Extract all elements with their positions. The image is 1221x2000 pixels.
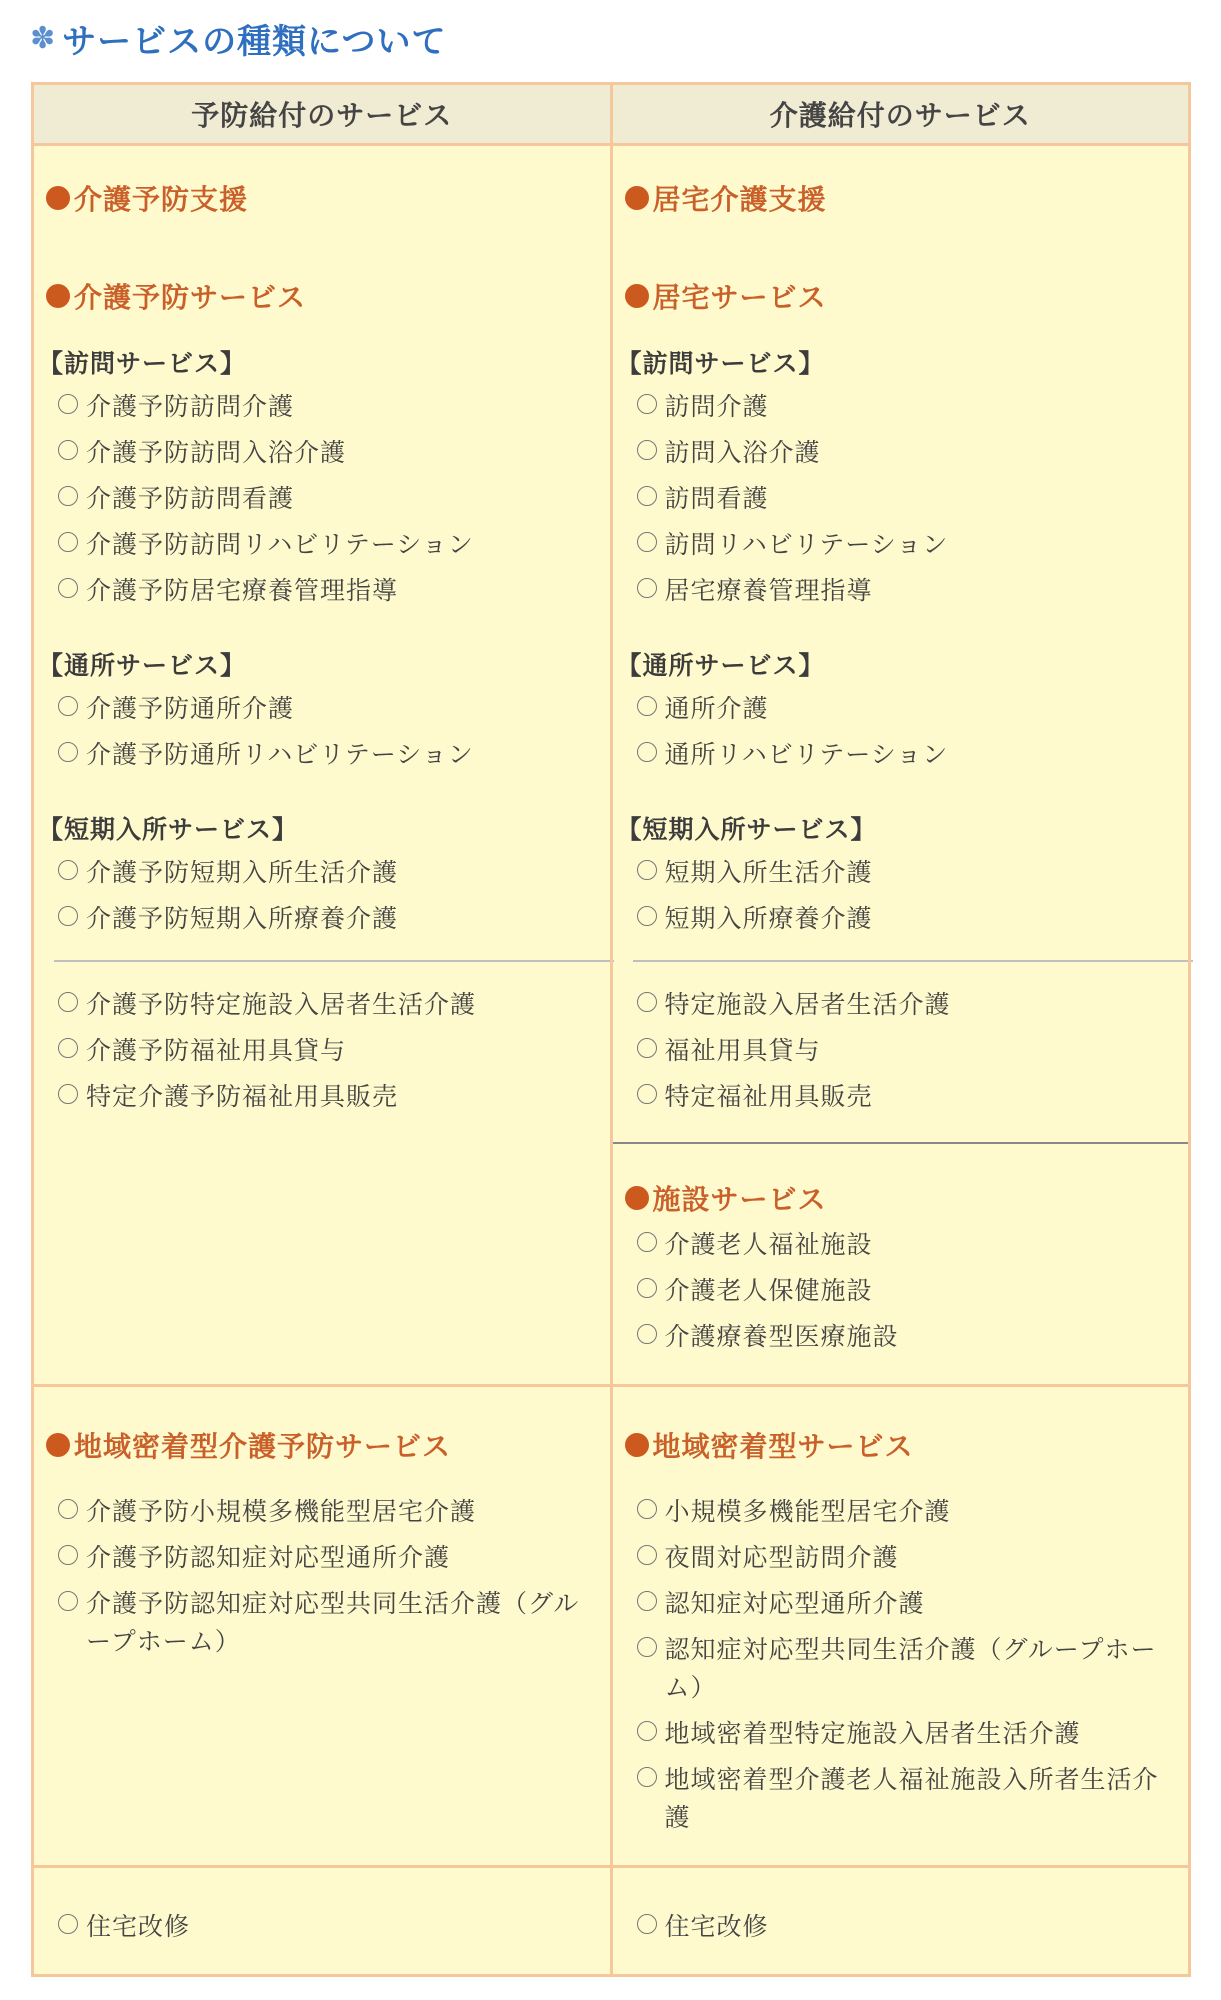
list-item [46, 690, 600, 728]
list-day [46, 690, 600, 774]
category-home-care-support: 居宅介護支援 [625, 178, 1179, 218]
list-item-label: 短期入所療養介護 [664, 904, 873, 933]
circle-bullet-icon [58, 1914, 78, 1934]
circle-bullet-icon [637, 742, 657, 762]
list-item [625, 736, 1179, 774]
list-item-label: 認知症対応型共同生活介護（グループホーム） [664, 1635, 1157, 1702]
list-item-label: 介護予防短期入所生活介護 [86, 858, 399, 887]
list-item [46, 854, 600, 892]
circle-bullet-icon [637, 1084, 657, 1104]
subcategory-day: 【通所サービス】 [38, 651, 247, 680]
category-prevention-services: 介護予防サービス [46, 276, 600, 316]
list-item [625, 526, 1179, 564]
circle-bullet-icon [637, 394, 657, 414]
list-item [46, 1493, 600, 1531]
list-item-label: 介護老人保健施設 [664, 1276, 873, 1305]
circle-bullet-icon [58, 1499, 78, 1519]
circle-bullet-icon [58, 1545, 78, 1565]
circle-bullet-icon [637, 1914, 657, 1934]
header-prevention-benefits: 予防給付のサービス [33, 84, 612, 145]
right-home-repair-cell [611, 1867, 1190, 1976]
list-item [625, 854, 1179, 892]
list-community [625, 1493, 1179, 1837]
list-item [625, 690, 1179, 728]
list-item-label: 介護療養型医療施設 [664, 1322, 899, 1351]
list-item-label: 訪問看護 [664, 484, 769, 513]
circle-bullet-icon [58, 532, 78, 552]
list-item [46, 900, 600, 938]
list-short-stay [46, 854, 600, 938]
list-item [625, 434, 1179, 472]
list-item: 住宅改修 [625, 1908, 1179, 1946]
bullet-dot-icon [625, 1433, 649, 1457]
bullet-dot-icon [46, 1433, 70, 1457]
circle-bullet-icon [637, 860, 657, 880]
bullet-dot-icon [625, 1186, 649, 1210]
list-item-label: 短期入所生活介護 [664, 858, 873, 887]
list-item [46, 480, 600, 518]
circle-bullet-icon [58, 1591, 78, 1611]
category-prevention-support: 介護予防支援 [46, 178, 600, 218]
list-item [625, 1272, 1179, 1310]
divider [54, 960, 614, 962]
list-item-label: 居宅療養管理指導 [664, 576, 873, 605]
right-community-cell [611, 1386, 1190, 1867]
circle-bullet-icon [637, 486, 657, 506]
circle-bullet-icon [637, 440, 657, 460]
category-home-services: 居宅サービス [625, 276, 1179, 316]
list-item-label: 地域密着型特定施設入居者生活介護 [664, 1719, 1081, 1748]
list-item-label: 夜間対応型訪問介護 [664, 1543, 899, 1572]
circle-bullet-icon [58, 992, 78, 1012]
circle-bullet-icon [58, 696, 78, 716]
circle-bullet-icon [637, 1591, 657, 1611]
list-item [625, 1715, 1179, 1753]
list-item [625, 480, 1179, 518]
bullet-dot-icon [46, 186, 70, 210]
list-item [625, 572, 1179, 610]
divider [633, 960, 1193, 962]
list-item [46, 572, 600, 610]
list-item [625, 1761, 1179, 1837]
circle-bullet-icon [637, 1637, 657, 1657]
list-item [46, 1539, 600, 1577]
list-item-label: 介護予防訪問看護 [86, 484, 295, 513]
circle-bullet-icon [637, 578, 657, 598]
list-item-label: 介護予防訪問リハビリテーション [86, 530, 474, 559]
circle-bullet-icon [58, 578, 78, 598]
list-item-label: 介護予防通所リハビリテーション [86, 740, 474, 769]
list-item [46, 986, 600, 1024]
list-item-label: 認知症対応型通所介護 [664, 1589, 925, 1618]
list-item [625, 986, 1179, 1024]
page-title-text: サービスの種類について [62, 22, 447, 62]
list-item [46, 1585, 600, 1661]
circle-bullet-icon [637, 1324, 657, 1344]
circle-bullet-icon [637, 1499, 657, 1519]
list-community [46, 1493, 600, 1661]
circle-bullet-icon [637, 1038, 657, 1058]
asterisk-icon: ✽ [30, 21, 57, 56]
bullet-dot-icon [625, 284, 649, 308]
category-facility-services: 施設サービス [625, 1178, 1179, 1218]
subcategory-short-stay: 【短期入所サービス】 [616, 815, 877, 844]
category-community-services: 地域密着型サービス [625, 1425, 1179, 1465]
bullet-dot-icon [46, 284, 70, 308]
list-short-stay [625, 854, 1179, 938]
circle-bullet-icon [637, 532, 657, 552]
left-home-repair-cell [33, 1867, 612, 1976]
subcategory-visit: 【訪問サービス】 [616, 349, 825, 378]
circle-bullet-icon [637, 1767, 657, 1787]
list-item-label: 小規模多機能型居宅介護 [664, 1497, 951, 1526]
subcategory-visit: 【訪問サービス】 [38, 349, 247, 378]
list-item [46, 526, 600, 564]
list-item-label: 訪問入浴介護 [664, 438, 821, 467]
list-item [625, 1032, 1179, 1070]
circle-bullet-icon [637, 1545, 657, 1565]
list-item [625, 1631, 1179, 1707]
circle-bullet-icon [637, 696, 657, 716]
service-table [31, 82, 1191, 1977]
right-main-cell [611, 145, 1190, 1386]
circle-bullet-icon [58, 906, 78, 926]
list-visit [46, 388, 600, 610]
circle-bullet-icon [58, 1038, 78, 1058]
list-item [625, 1226, 1179, 1264]
bullet-dot-icon [625, 186, 649, 210]
list-item-label: 介護予防福祉用具貸与 [86, 1036, 347, 1065]
left-community-cell [33, 1386, 612, 1867]
list-item-label: 介護予防認知症対応型通所介護 [86, 1543, 451, 1572]
circle-bullet-icon [58, 742, 78, 762]
list-visit [625, 388, 1179, 610]
list-item-label: 介護予防特定施設入居者生活介護 [86, 990, 477, 1019]
circle-bullet-icon [637, 906, 657, 926]
list-item-label: 介護予防訪問介護 [86, 392, 295, 421]
circle-bullet-icon [637, 1278, 657, 1298]
list-item-label: 特定施設入居者生活介護 [664, 990, 951, 1019]
list-item [46, 736, 600, 774]
list-item [625, 1078, 1179, 1116]
category-community-prevention: 地域密着型介護予防サービス [46, 1425, 600, 1465]
list-item: 住宅改修 [46, 1908, 600, 1946]
list-item [625, 1318, 1179, 1356]
list-facility [625, 1226, 1179, 1356]
circle-bullet-icon [637, 1232, 657, 1252]
list-item [625, 1585, 1179, 1623]
list-item [625, 900, 1179, 938]
list-item-label: 訪問介護 [664, 392, 769, 421]
list-item-label: 介護老人福祉施設 [664, 1230, 873, 1259]
list-item-label: 介護予防訪問入浴介護 [86, 438, 347, 467]
list-other [46, 986, 600, 1116]
list-item-label: 福祉用具貸与 [664, 1036, 821, 1065]
list-item-label: 介護予防短期入所療養介護 [86, 904, 399, 933]
list-item [625, 388, 1179, 426]
subcategory-day: 【通所サービス】 [616, 651, 825, 680]
list-item-label: 訪問リハビリテーション [664, 530, 949, 559]
circle-bullet-icon [58, 394, 78, 414]
list-item-label: 介護予防居宅療養管理指導 [86, 576, 399, 605]
circle-bullet-icon [637, 992, 657, 1012]
left-main-cell [33, 145, 612, 1386]
list-item-label: 介護予防小規模多機能型居宅介護 [86, 1497, 477, 1526]
list-item [46, 1032, 600, 1070]
list-item [625, 1493, 1179, 1531]
header-care-benefits: 介護給付のサービス [611, 84, 1190, 145]
circle-bullet-icon [637, 1721, 657, 1741]
list-item [625, 1539, 1179, 1577]
list-item-label: 地域密着型介護老人福祉施設入所者生活介護 [664, 1765, 1159, 1832]
circle-bullet-icon [58, 860, 78, 880]
list-item-label: 通所介護 [664, 694, 769, 723]
page-title [30, 14, 446, 63]
subcategory-short-stay: 【短期入所サービス】 [38, 815, 299, 844]
list-day [625, 690, 1179, 774]
circle-bullet-icon [58, 486, 78, 506]
list-other [625, 986, 1179, 1116]
list-item-label: 介護予防認知症対応型共同生活介護（グループホーム） [86, 1589, 580, 1656]
circle-bullet-icon [58, 1084, 78, 1104]
list-item [46, 388, 600, 426]
list-item-label: 通所リハビリテーション [664, 740, 949, 769]
list-item [46, 434, 600, 472]
list-item-label: 特定介護予防福祉用具販売 [86, 1082, 399, 1111]
list-item-label: 特定福祉用具販売 [664, 1082, 873, 1111]
list-item-label: 介護予防通所介護 [86, 694, 295, 723]
circle-bullet-icon [58, 440, 78, 460]
list-item [46, 1078, 600, 1116]
